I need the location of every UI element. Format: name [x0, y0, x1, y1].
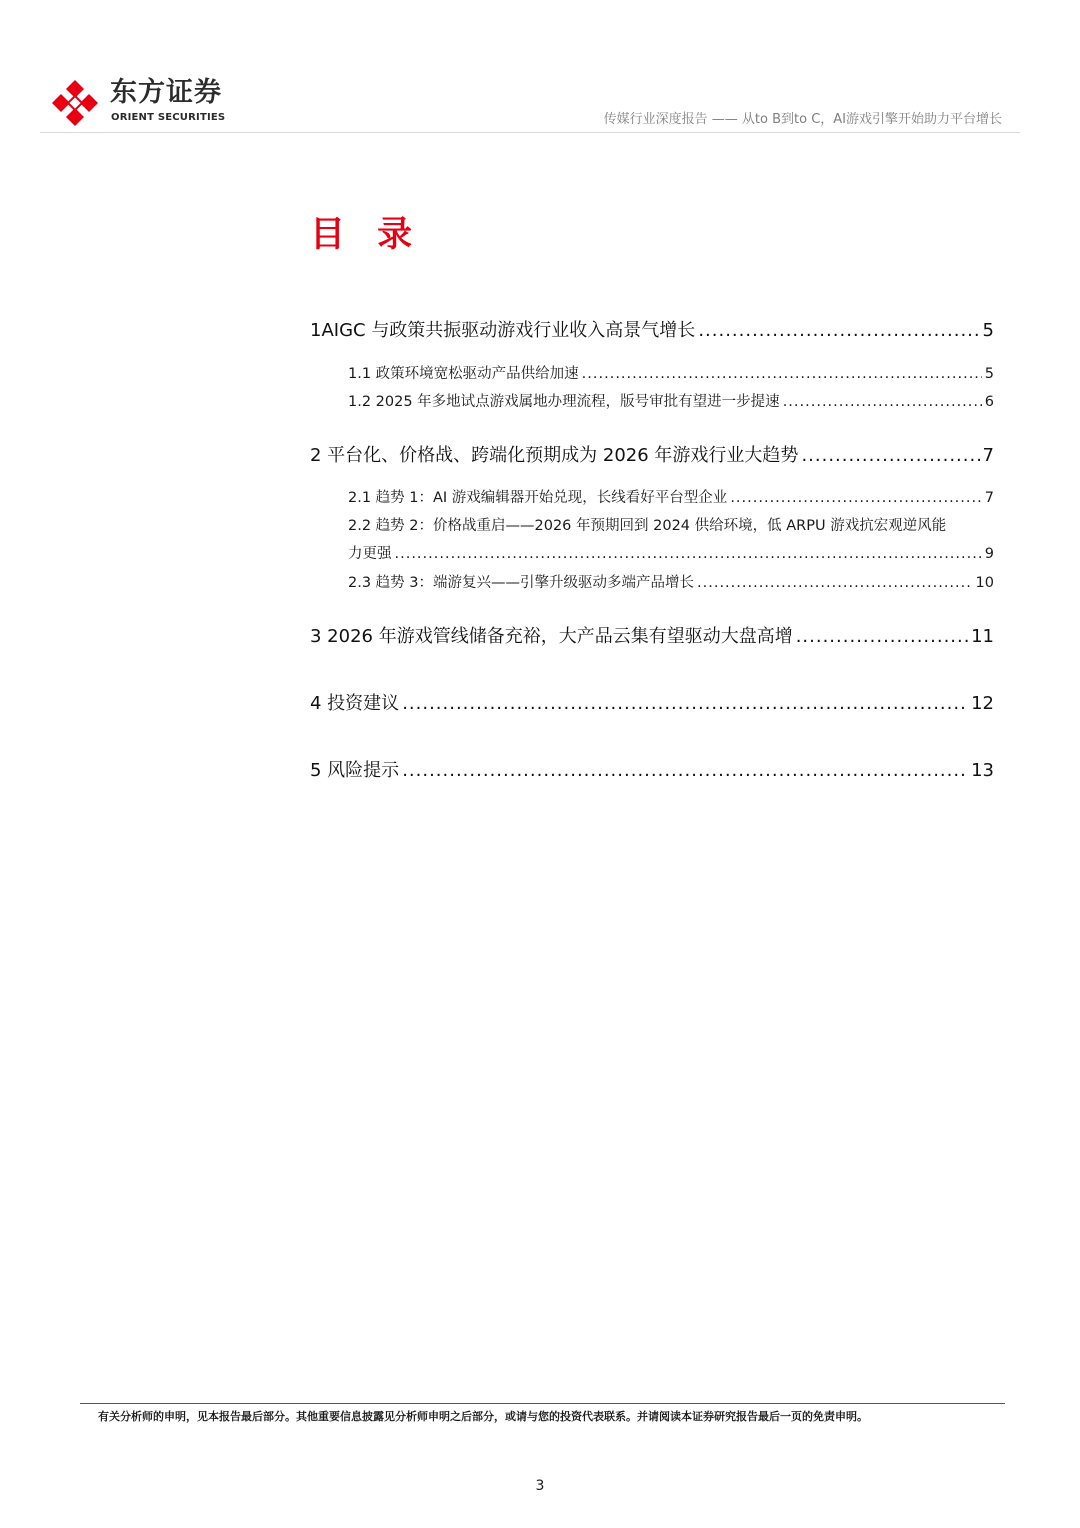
page-number: 3	[535, 1478, 545, 1494]
toc-leader-dots	[698, 320, 979, 341]
toc-entry-label: 1.1 政策环境宽松驱动产品供给加速	[348, 366, 579, 382]
toc-entry-page: 7	[982, 445, 994, 466]
toc-entry-label: 1AIGC 与政策共振驱动游戏行业收入高景气增长	[310, 320, 696, 341]
toc-entry-label: 4 投资建议	[310, 693, 400, 714]
toc-entry-2[interactable]	[310, 441, 994, 467]
toc-entry-2-1[interactable]	[348, 486, 994, 507]
toc-leader-dots	[796, 626, 968, 647]
toc-entry-page: 11	[971, 626, 994, 647]
footer-disclaimer: 有关分析师的申明，见本报告最后部分。其他重要信息披露见分析师申明之后部分，或请与您的投资代表联系。并请阅读本证券研究报告最后一页的免责申明。	[98, 1410, 868, 1423]
toc-entry-page: 10	[975, 575, 994, 591]
toc-heading: 目 录	[310, 215, 423, 255]
toc-entry-page: 12	[971, 693, 994, 714]
orient-securities-logo	[50, 76, 240, 128]
toc-leader-dots	[697, 575, 973, 591]
toc-entry-label: 2.3 趋势 3：端游复兴——引擎升级驱动多端产品增长	[348, 575, 695, 591]
toc-entry-label: 力更强	[348, 546, 392, 562]
toc-entry-page: 7	[984, 490, 994, 506]
orient-logo-icon	[50, 78, 100, 128]
toc-entry-5[interactable]	[310, 756, 994, 782]
toc-entry-label: 5 风险提示	[310, 760, 400, 781]
page-header	[40, 70, 1020, 133]
toc-leader-dots	[402, 693, 968, 714]
toc-entry-label: 1.2 2025 年多地试点游戏属地办理流程，版号审批有望进一步提速	[348, 394, 780, 410]
toc-entry-label: 2 平台化、价格战、跨端化预期成为 2026 年游戏行业大趋势	[310, 445, 799, 466]
toc-entry-page: 6	[984, 394, 994, 410]
toc-leader-dots	[402, 760, 968, 781]
report-title: 传媒行业深度报告 —— 从to B到to C，AI游戏引擎开始助力平台增长	[603, 112, 1002, 127]
toc-leader-dots	[801, 445, 979, 466]
toc-entry-page: 5	[982, 320, 994, 341]
toc-entry-2-2-line1[interactable]: 2.2 趋势 2：价格战重启——2026 年预期回到 2024 供给环境，低 ARPU 游戏抗宏观逆风能	[348, 518, 947, 534]
toc-leader-dots	[730, 490, 981, 506]
toc-entry-page: 13	[971, 760, 994, 781]
toc-entry-2-2[interactable]	[348, 542, 994, 563]
toc-entry-1-2[interactable]	[348, 390, 994, 411]
toc-entry-label: 2.1 趋势 1：AI 游戏编辑器开始兑现，长线看好平台型企业	[348, 490, 728, 506]
logo-text-cn: 东方证券	[110, 77, 222, 108]
toc-entry-4[interactable]	[310, 689, 994, 715]
toc-entry-3[interactable]	[310, 622, 994, 648]
toc-entry-label: 3 2026 年游戏管线储备充裕，大产品云集有望驱动大盘高增	[310, 626, 793, 647]
toc-entry-page: 5	[984, 366, 994, 382]
toc-leader-dots	[783, 394, 982, 410]
toc-leader-dots	[395, 546, 982, 562]
footer-divider	[80, 1403, 1005, 1404]
toc-entry-page: 9	[984, 546, 994, 562]
toc-entry-2-3[interactable]	[348, 571, 994, 592]
logo-text-en: ORIENT SECURITIES	[111, 112, 226, 123]
toc-leader-dots	[582, 366, 982, 382]
toc-entry-1[interactable]	[310, 316, 994, 342]
toc-entry-1-1[interactable]	[348, 362, 994, 383]
